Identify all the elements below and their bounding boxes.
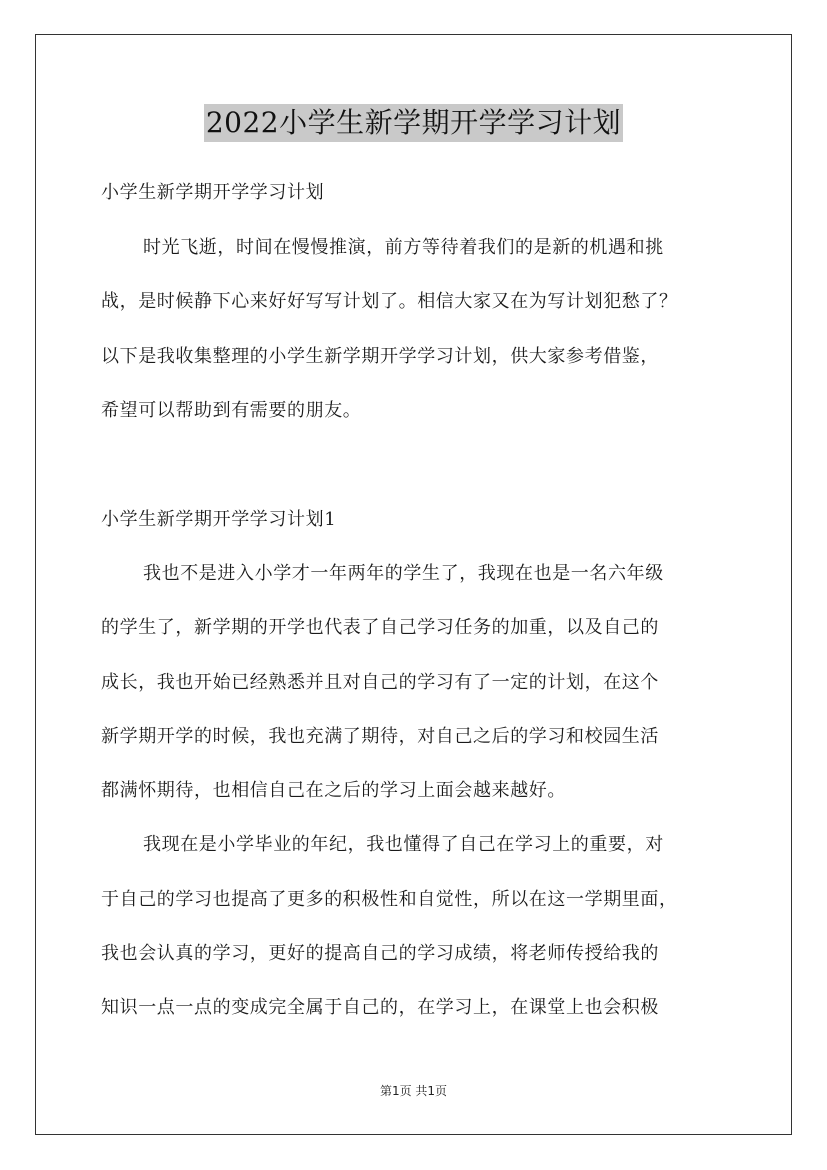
paragraph-line: 我也会认真的学习，更好的提高自己的学习成绩，将老师传授给我的 bbox=[101, 943, 659, 964]
intro-line: 战，是时候静下心来好好写写计划了。相信大家又在为写计划犯愁了？ bbox=[101, 291, 678, 312]
paragraph-line: 我现在是小学毕业的年纪，我也懂得了自己在学习上的重要，对 bbox=[143, 834, 664, 855]
paragraph-line: 于自己的学习也提高了更多的积极性和自觉性，所以在这一学期里面， bbox=[101, 889, 678, 910]
title-container bbox=[0, 104, 827, 142]
paragraph-line: 都满怀期待，也相信自己在之后的学习上面会越来越好。 bbox=[101, 780, 566, 801]
section-heading: 小学生新学期开学学习计划1 bbox=[101, 509, 337, 530]
intro-line: 希望可以帮助到有需要的朋友。 bbox=[101, 400, 362, 421]
paragraph-line: 成长，我也开始已经熟悉并且对自己的学习有了一定的计划，在这个 bbox=[101, 672, 659, 693]
paragraph-line: 知识一点一点的变成完全属于自己的，在学习上，在课堂上也会积极 bbox=[101, 997, 659, 1018]
page-indicator: 第1页 共1页 bbox=[379, 1084, 448, 1098]
intro-line: 以下是我收集整理的小学生新学期开学学习计划，供大家参考借鉴， bbox=[101, 346, 659, 367]
document-title: 2022小学生新学期开学学习计划 bbox=[204, 104, 623, 142]
intro-line: 时光飞逝，时间在慢慢推演，前方等待着我们的是新的机遇和挑 bbox=[143, 237, 664, 258]
paragraph-line: 的学生了，新学期的开学也代表了自己学习任务的加重，以及自己的 bbox=[101, 617, 659, 638]
paragraph-line: 我也不是进入小学才一年两年的学生了，我现在也是一名六年级 bbox=[143, 563, 664, 584]
document-subtitle: 小学生新学期开学学习计划 bbox=[101, 182, 325, 203]
paragraph-line: 新学期开学的时候，我也充满了期待，对自己之后的学习和校园生活 bbox=[101, 726, 659, 747]
